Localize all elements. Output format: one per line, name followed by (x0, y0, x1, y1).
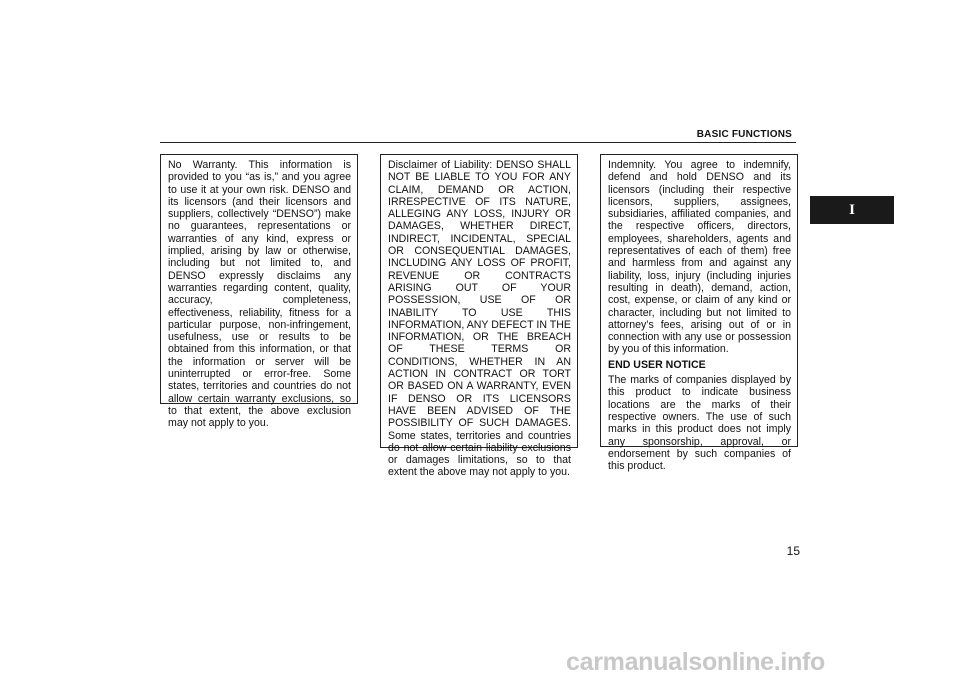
liability-disclaimer-box (380, 154, 578, 479)
indemnity-text: Indemnity. You agree to indemnify, defend and hold DENSO and its licensors (including their respective licensors, suppliers, assignees, subsidiaries, affiliated companies, and the respective officers, directors, employees, shareholders, agents and representatives of each of them) free and harmless from and against any liability, loss, injury (including injuries resulting in death), demand, action, cost, expense, or claim of any kind or character, including but not limited to attorney’s fees, arising out of or in connection with any use or possession by you of this information. (608, 159, 791, 356)
indemnity-box (600, 154, 798, 473)
section-title: BASIC FUNCTIONS (696, 129, 792, 140)
end-user-notice-heading: END USER NOTICE (608, 358, 706, 371)
section-tab (810, 196, 894, 224)
no-warranty-box (160, 154, 358, 430)
no-warranty-text: No Warranty. This information is provided to you “as is,” and you agree to use it at your own risk. DENSO and its licensors (and their licensors and suppliers, collectively “DENSO”) make no guarantees, representations or warranties of any kind, express or implied, arising by law or otherwise, including but not limited to, and DENSO expressly disclaims any warranties regarding content, quality, accuracy, completeness, effectiveness, reliability, fitness for a particular purpose, non-infringement, usefulness, use or results to be obtained from this information, or that the information or server will be uninterrupted or error-free. Some states, territories and countries do not allow certain warranty exclusions, so to that extent, the above exclusion may not apply to you. (168, 159, 351, 430)
end-user-notice-text: The marks of companies displayed by this product to indicate business locations are the marks of their respective owners. The use of such marks in this product does not imply any sponsorship, approval, or endorsement by such companies of this product. (608, 374, 791, 473)
page-number: 15 (786, 544, 800, 558)
watermark: carmanualsonline.info (566, 648, 826, 676)
header-rule (160, 142, 796, 143)
liability-disclaimer-text: Disclaimer of Liability: DENSO SHALL NOT BE LIABLE TO YOU FOR ANY CLAIM, DEMAND OR ACTION, IRRESPECTIVE OF ITS NATURE, ALLEGING ANY LOSS, INJURY OR DAMAGES, WHETHER DIRECT, INDIRECT, INCIDENTAL, SPECIAL OR CONSEQUENTIAL DAMAGES, INCLUDING ANY LOSS OF PROFIT, REVENUE OR CONTRACTS ARISING OUT OF YOUR POSSESSION, USE OF OR INABILITY TO USE THIS INFORMATION, ANY DEFECT IN THE INFORMATION, OR THE BREACH OF THESE TERMS OR CONDITIONS, WHETHER IN AN ACTION IN CONTRACT OR TORT OR BASED ON A WARRANTY, EVEN IF DENSO OR ITS LICENSORS HAVE BEEN ADVISED OF THE POSSIBILITY OF SUCH DAMAGES. Some states, territories and countries do not allow certain liability exclusions or damages limitations, so to that extent the above may not apply to you. (388, 159, 571, 479)
section-tab-label: I (849, 202, 855, 218)
